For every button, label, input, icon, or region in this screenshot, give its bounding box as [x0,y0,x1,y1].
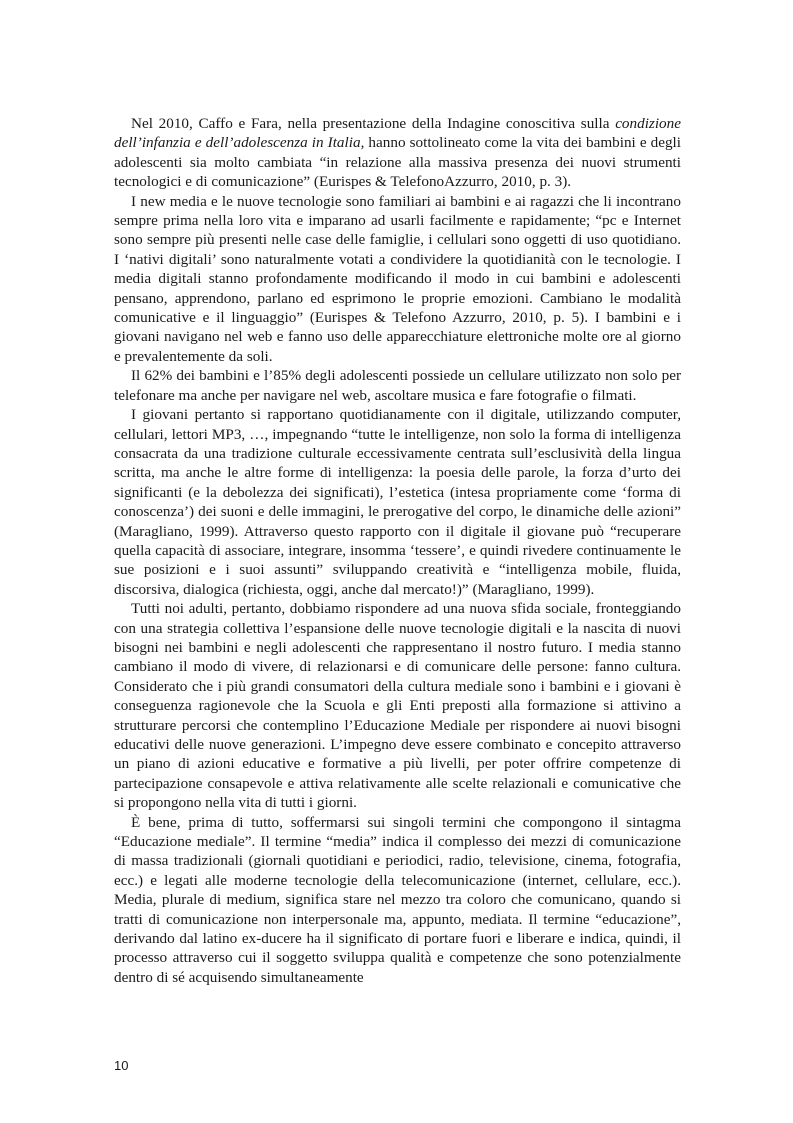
paragraph-4: I giovani pertanto si rapportano quotidianamente con il digitale, utilizzando computer, cellulari, lettori MP3, …, impegnando “tutte le intelligenze, non solo la forma di intelligenza consacrata da una tradizione culturale eccessivamente centrata sull’esclusività della lingua scritta, ma anche le altre forme di intelligenza: la poesia delle parole, la forza d’urto dei significanti (e la debolezza dei significati), l’estetica (intesa propriamente come ‘forma di conoscenza’) dei suoni e delle immagini, le prerogative del corpo, le dinamiche delle azioni” (Maragliano, 1999). Attraverso questo rapporto con il digitale il giovane può “recuperare quella capacità di associare, integrare, insomma ‘tessere’, e quindi rivedere continuamente le sue posizioni e i suoi assunti” sviluppando creatività e “intelligenza mobile, fluida, discorsiva, dialogica (richiesta, oggi, anche dal mercato!)” (Maragliano, 1999). [114,406,681,598]
paragraph-2: I new media e le nuove tecnologie sono familiari ai bambini e ai ragazzi che li incontrano sempre prima nella loro vita e imparano ad usarli facilmente e rapidamente; “pc e Internet sono sempre più presenti nelle case delle famiglie, i cellulari sono oggetti di uso quotidiano. I ‘nativi digitali’ sono naturalmente votati a condividere la quotidianità con le tecnologie. I media digitali stanno profondamente modificando il modo in cui bambini e adolescenti pensano, apprendono, parlano ed esprimono le proprie emozioni. Cambiano le modalità comunicative e il linguaggio” (Eurispes & Telefono Azzurro, 2010, p. 5). I bambini e i giovani navigano nel web e fanno uso delle apparecchiature elettroniche molte ore al giorno e prevalentemente da soli. [114,192,681,365]
body-text [114,114,681,987]
paragraph-6: È bene, prima di tutto, soffermarsi sui singoli termini che compongono il sintagma “Educazione mediale”. Il termine “media” indica il complesso dei mezzi di comunicazione di massa tradizionali (giornali quotidiani e periodici, radio, televisione, cinema, fotografia, ecc.) e legati alle moderne tecnologie della telecomunicazione (internet, cellulare, ecc.). Media, plurale di medium, significa stare nel mezzo tra coloro che comunicano, quando si tratti di comunicazione non interpersonale ma, appunto, mediata. Il termine “educazione”, derivando dal latino ex-ducere ha il significato di portare fuori e liberare e indica, quindi, il processo attraverso cui il soggetto sviluppa qualità e competenze che sono potenzialmente dentro di sé acquisendo simultaneamente [114,813,681,986]
page-number: 10 [114,1058,129,1073]
paragraph-3: Il 62% dei bambini e l’85% degli adolescenti possiede un cellulare utilizzato non solo per telefonare ma anche per navigare nel web, ascoltare musica e fare fotografie o filmati. [114,367,681,404]
paragraph-5: Tutti noi adulti, pertanto, dobbiamo rispondere ad una nuova sfida sociale, fronteggiando con una strategia collettiva l’espansione delle nuove tecnologie digitali e la nascita di nuovi bisogni nei bambini e negli adolescenti che rappresentano il nostro futuro. I media stanno cambiano il modo di vivere, di relazionarsi e di comunicare delle persone: fanno cultura. Considerato che i più grandi consumatori della cultura mediale sono i bambini e i giovani è conseguenza ragionevole che la Scuola e gli Enti preposti alla formazione si attivino a strutturare percorsi che contemplino l’Educazione Mediale per rispondere ai nuovi bisogni educativi delle nuove generazioni. L’impegno deve essere combinato e concepito attraverso un piano di azioni educative e formative a più livelli, per poter offrire competenze di partecipazione consapevole e attiva relativamente alle scelte relazionali e comunicative che si propongono nella vita di tutti i giorni. [114,600,681,812]
paragraph-1 [114,114,681,192]
paragraph-1-italic-title: condizione dell’infanzia e dell’adolescenza in Italia [114,115,681,152]
paragraph-1-text-a: Nel 2010, Caffo e Fara, nella presentazione della Indagine conoscitiva sulla [131,115,616,132]
paragraph-1-text-b: , hanno sottolineato come la vita dei bambini e degli adolescenti sia molto cambiata “in relazione alla massiva presenza dei nuovi strumenti tecnologici e di comunicazione” (Eurispes & TelefonoAzzurro, 2010, p. 3). [114,134,681,191]
